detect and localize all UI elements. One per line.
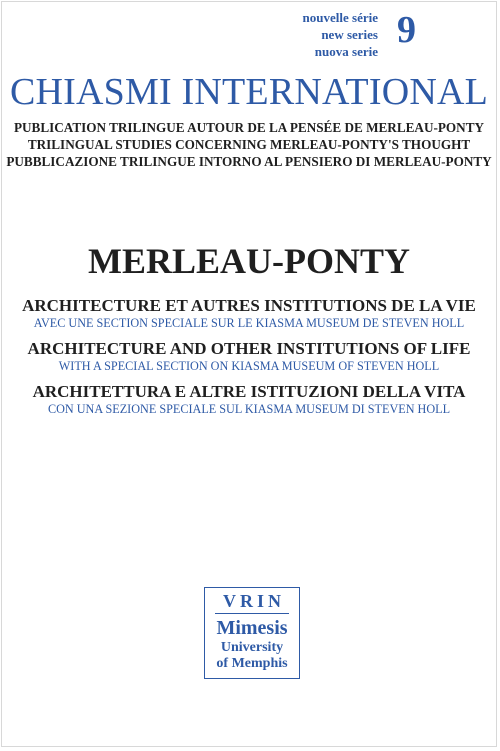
theme-subtitle-it: CON UNA SEZIONE SPECIALE SUL KIASMA MUSEUM DI STEVEN HOLL [47, 402, 451, 416]
book-cover [1, 1, 497, 747]
publisher-divider [215, 613, 288, 614]
theme-en [2, 339, 496, 374]
publisher-vrin: VRIN [222, 591, 285, 611]
journal-subtitles [2, 119, 496, 170]
publisher-university-line1: University [220, 640, 284, 655]
series-line-fr: nouvelle série [302, 10, 378, 25]
publisher-mimesis: Mimesis [216, 617, 288, 639]
theme-title-en: ARCHITECTURE AND OTHER INSTITUTIONS OF LIFE [27, 339, 471, 358]
series-label [288, 9, 378, 60]
main-author-title: MERLEAU-PONTY [88, 241, 410, 281]
publisher-university-line2: of Memphis [216, 656, 288, 671]
subtitle-fr: PUBLICATION TRILINGUE AUTOUR DE LA PENSÉE DE MERLEAU-PONTY [13, 120, 485, 135]
issue-number: 9 [397, 9, 416, 51]
subtitle-it: PUBBLICAZIONE TRILINGUE INTORNO AL PENSIERO DI MERLEAU-PONTY [6, 154, 492, 169]
theme-fr [2, 296, 496, 331]
theme-subtitle-en: WITH A SPECIAL SECTION ON KIASMA MUSEUM OF STEVEN HOLL [58, 359, 440, 373]
publisher-logo-box [204, 587, 300, 679]
theme-subtitle-fr: AVEC UNE SECTION SPECIALE SUR LE KIASMA MUSEUM DE STEVEN HOLL [33, 316, 465, 330]
journal-title: CHIASMI INTERNATIONAL [9, 71, 489, 113]
subtitle-en: TRILINGUAL STUDIES CONCERNING MERLEAU-PONTY'S THOUGHT [27, 137, 471, 152]
theme-title-it: ARCHITETTURA E ALTRE ISTITUZIONI DELLA VITA [32, 382, 466, 401]
theme-it [2, 382, 496, 417]
issue-themes [2, 296, 496, 425]
theme-title-fr: ARCHITECTURE ET AUTRES INSTITUTIONS DE LA VIE [22, 296, 476, 315]
series-line-it: nuova serie [314, 44, 378, 59]
series-line-en: new series [321, 27, 378, 42]
